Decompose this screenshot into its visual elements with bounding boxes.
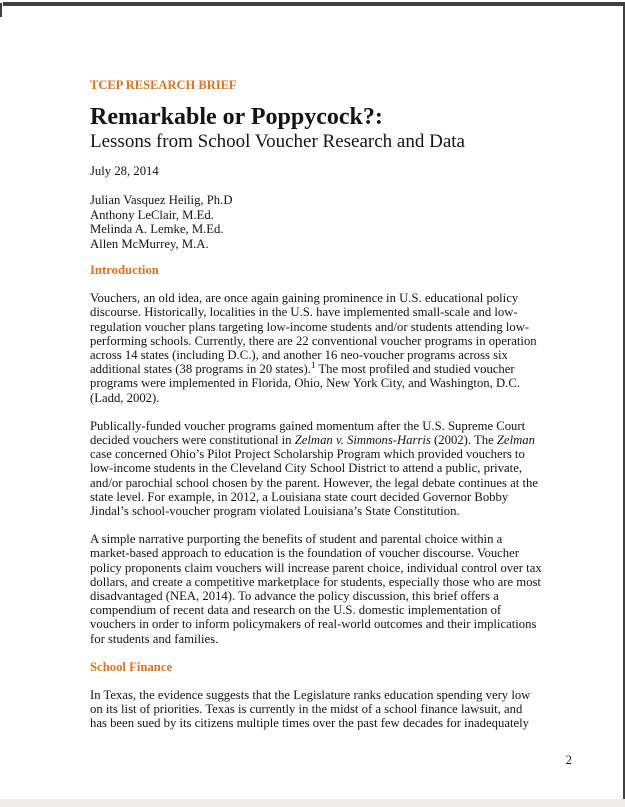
text-run: (2002). The [430, 433, 497, 448]
paragraph [90, 291, 542, 405]
text-run: case concerned Ohio’s Pilot Project Scholarship Program which provided vouchers to low-income students in the Cleveland City School District to attend a public, private, and/or parochial school chosen by the parent. However, the legal debate continues at the state level. For example, in 2012, a Louisiana state court decided Governor Bobby Jindal’s school-voucher program violated Louisiana’s State Constitution. [90, 447, 538, 519]
page-left-edge [0, 3, 2, 17]
section-heading: Introduction [90, 263, 159, 277]
section-heading: School Finance [90, 659, 173, 674]
page-bottom-edge [0, 799, 625, 807]
paragraph [90, 419, 542, 518]
text-run: In Texas, the evidence suggests that the Legislature ranks education spending very low on its list of priorities. Texas is currently in the midst of a school finance lawsuit, and has been sued by its citizens multiple times over the past few decades for inadequately [90, 688, 531, 731]
paragraph [90, 688, 542, 731]
text-run: Vouchers, an old idea, are once again gaining prominence in U.S. educational policy discourse. Historically, localities in the U.S. have implemented small-scale and low-regulation voucher plans targeting low-income students and/or students attending low-performing schools. Currently, there are 22 conventional voucher programs in operation across 14 states (including D.C.), and another 16 neo-voucher programs across six additional states (38 programs in 20 states). [90, 291, 537, 377]
page-top-edge [3, 2, 625, 6]
paragraph [90, 532, 542, 646]
page-content [90, 78, 542, 745]
text-run: Publically-funded voucher programs gained momentum after the U.S. Supreme Court decided vouchers were constitutional in [90, 418, 526, 448]
footnote-ref: 1 [310, 359, 316, 370]
italic-text-run: Zelman v. Simmons-Harris [294, 433, 431, 448]
page-number: 2 [565, 753, 572, 767]
author: Julian Vasquez Heilig, Ph.D [90, 193, 233, 207]
page-subtitle: Lessons from School Voucher Research and Data [90, 131, 465, 152]
publication-date: July 28, 2014 [90, 164, 159, 178]
page-title: Remarkable or Poppycock?: [90, 104, 383, 130]
brief-kicker: TCEP RESEARCH BRIEF [90, 78, 237, 92]
text-run: A simple narrative purporting the benefits of student and parental choice within a market-based approach to education is the foundation of voucher discourse. Voucher policy proponents claim vouchers will increase parent choice, individual control over tax dollars, and create a competitive marketplace for students, especially those who are most disadvantaged (NEA, 2014). To advance the policy discussion, this brief offers a compendium of recent data and research on the U.S. domestic implementation of vouchers in order to inform policymakers of real-world outcomes and their implications for students and families. [90, 532, 542, 646]
author: Anthony LeClair, M.Ed. [90, 207, 214, 222]
text-run: The most profiled and studied voucher programs were implemented in Florida, Ohio, New York City, and Washington, D.C. (Ladd, 2002). [90, 362, 520, 405]
sections-container [90, 263, 542, 731]
italic-text-run: Zelman [496, 433, 535, 448]
author: Melinda A. Lemke, M.Ed. [90, 222, 224, 236]
author: Allen McMurrey, M.A. [90, 236, 209, 251]
author-list [90, 193, 542, 251]
